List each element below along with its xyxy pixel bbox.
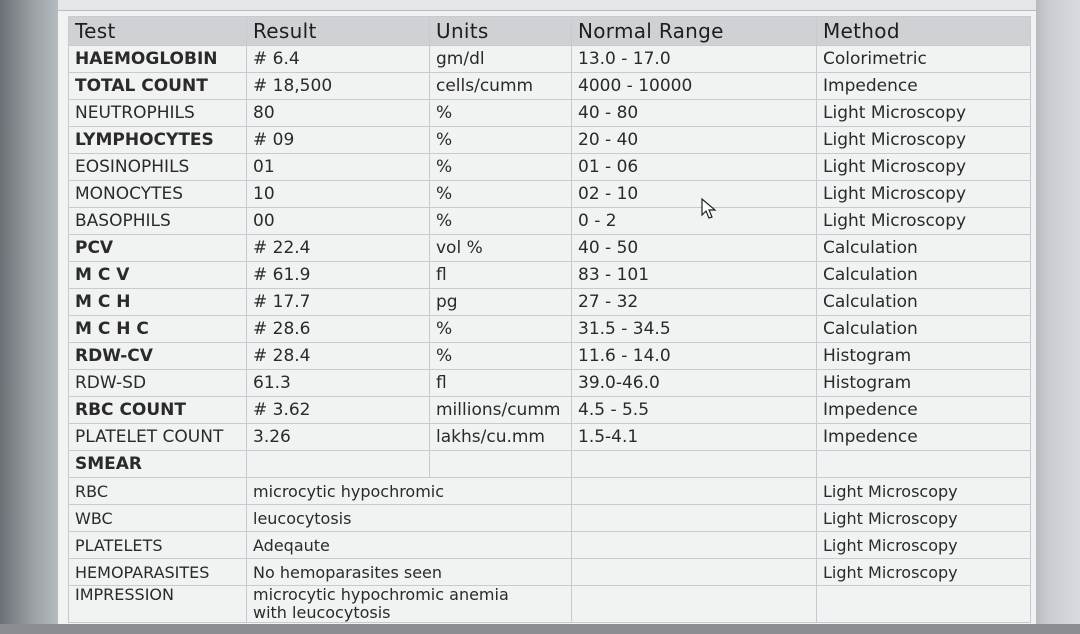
monitor-bezel-right [1036, 0, 1080, 634]
impression-label: IMPRESSION [69, 586, 247, 623]
empty-cell [572, 586, 817, 623]
table-row [69, 316, 1031, 343]
test-method: Calculation [817, 262, 1031, 289]
test-method: Histogram [817, 343, 1031, 370]
test-name: RDW-CV [69, 343, 247, 370]
test-name: PCV [69, 235, 247, 262]
smear-method: Light Microscopy [817, 559, 1031, 586]
test-result: # 09 [247, 127, 430, 154]
test-result: # 17.7 [247, 289, 430, 316]
test-result: # 28.6 [247, 316, 430, 343]
test-normal-range: 02 - 10 [572, 181, 817, 208]
smear-finding: leucocytosis [247, 505, 572, 532]
test-normal-range: 40 - 80 [572, 100, 817, 127]
table-row [69, 289, 1031, 316]
column-header-normal-range: Normal Range [572, 17, 817, 46]
column-header-test: Test [69, 17, 247, 46]
impression-line-2: with leucocytosis [253, 603, 391, 622]
test-normal-range: 83 - 101 [572, 262, 817, 289]
empty-cell [572, 559, 817, 586]
test-method: Light Microscopy [817, 127, 1031, 154]
smear-row [69, 505, 1031, 532]
test-units: % [430, 208, 572, 235]
test-result: # 61.9 [247, 262, 430, 289]
test-name: PLATELET COUNT [69, 424, 247, 451]
test-normal-range: 31.5 - 34.5 [572, 316, 817, 343]
test-normal-range: 01 - 06 [572, 154, 817, 181]
test-units: % [430, 181, 572, 208]
smear-method: Light Microscopy [817, 478, 1031, 505]
monitor-bezel-bottom [0, 624, 1080, 634]
test-units: gm/dl [430, 46, 572, 73]
test-normal-range: 40 - 50 [572, 235, 817, 262]
empty-cell [572, 478, 817, 505]
test-method: Histogram [817, 370, 1031, 397]
smear-row [69, 478, 1031, 505]
test-units: cells/cumm [430, 73, 572, 100]
test-units: millions/cumm [430, 397, 572, 424]
test-normal-range: 39.0-46.0 [572, 370, 817, 397]
test-name: M C H [69, 289, 247, 316]
table-row [69, 208, 1031, 235]
test-units: fl [430, 370, 572, 397]
test-name: HAEMOGLOBIN [69, 46, 247, 73]
test-normal-range: 1.5-4.1 [572, 424, 817, 451]
test-name: BASOPHILS [69, 208, 247, 235]
test-result: 00 [247, 208, 430, 235]
table-row [69, 181, 1031, 208]
test-units: % [430, 127, 572, 154]
smear-label: PLATELETS [69, 532, 247, 559]
test-units: fl [430, 262, 572, 289]
column-header-result: Result [247, 17, 430, 46]
test-method: Colorimetric [817, 46, 1031, 73]
test-method: Calculation [817, 235, 1031, 262]
test-normal-range: 4000 - 10000 [572, 73, 817, 100]
smear-finding: Adeqaute [247, 532, 572, 559]
lab-report-table [68, 16, 1031, 623]
empty-cell [572, 451, 817, 478]
test-normal-range: 4.5 - 5.5 [572, 397, 817, 424]
test-name: M C V [69, 262, 247, 289]
test-method: Calculation [817, 289, 1031, 316]
test-result: 61.3 [247, 370, 430, 397]
table-row [69, 46, 1031, 73]
table-row [69, 370, 1031, 397]
test-method: Light Microscopy [817, 154, 1031, 181]
table-row [69, 73, 1031, 100]
smear-finding: No hemoparasites seen [247, 559, 572, 586]
test-method: Impedence [817, 397, 1031, 424]
smear-heading-row [69, 451, 1031, 478]
test-units: % [430, 316, 572, 343]
test-normal-range: 0 - 2 [572, 208, 817, 235]
table-row [69, 235, 1031, 262]
empty-cell [817, 451, 1031, 478]
smear-method: Light Microscopy [817, 532, 1031, 559]
smear-finding: microcytic hypochromic [247, 478, 572, 505]
test-normal-range: 20 - 40 [572, 127, 817, 154]
test-result: # 3.62 [247, 397, 430, 424]
smear-label: HEMOPARASITES [69, 559, 247, 586]
test-method: Calculation [817, 316, 1031, 343]
test-name: MONOCYTES [69, 181, 247, 208]
test-method: Impedence [817, 73, 1031, 100]
column-header-units: Units [430, 17, 572, 46]
smear-row [69, 559, 1031, 586]
monitor-bezel-left [0, 0, 58, 634]
test-result: # 6.4 [247, 46, 430, 73]
test-method: Light Microscopy [817, 100, 1031, 127]
table-row [69, 343, 1031, 370]
table-row [69, 424, 1031, 451]
smear-heading: SMEAR [69, 451, 247, 478]
test-normal-range: 13.0 - 17.0 [572, 46, 817, 73]
empty-cell [572, 505, 817, 532]
table-row [69, 127, 1031, 154]
test-name: TOTAL COUNT [69, 73, 247, 100]
impression-row [69, 586, 1031, 623]
empty-cell [247, 451, 430, 478]
test-name: RDW-SD [69, 370, 247, 397]
empty-cell [430, 451, 572, 478]
smear-label: WBC [69, 505, 247, 532]
test-units: % [430, 100, 572, 127]
test-method: Light Microscopy [817, 208, 1031, 235]
smear-row [69, 532, 1031, 559]
smear-method: Light Microscopy [817, 505, 1031, 532]
impression-text [247, 586, 572, 623]
test-result: 3.26 [247, 424, 430, 451]
test-result: 80 [247, 100, 430, 127]
test-name: EOSINOPHILS [69, 154, 247, 181]
test-units: % [430, 154, 572, 181]
test-name: RBC COUNT [69, 397, 247, 424]
test-result: # 18,500 [247, 73, 430, 100]
empty-cell [817, 586, 1031, 623]
test-name: NEUTROPHILS [69, 100, 247, 127]
test-units: vol % [430, 235, 572, 262]
test-name: LYMPHOCYTES [69, 127, 247, 154]
test-normal-range: 27 - 32 [572, 289, 817, 316]
test-units: pg [430, 289, 572, 316]
test-units: lakhs/cu.mm [430, 424, 572, 451]
window-top-edge [58, 0, 1036, 11]
empty-cell [572, 532, 817, 559]
test-normal-range: 11.6 - 14.0 [572, 343, 817, 370]
report-screen [58, 0, 1036, 624]
table-row [69, 100, 1031, 127]
test-method: Light Microscopy [817, 181, 1031, 208]
test-result: # 28.4 [247, 343, 430, 370]
test-units: % [430, 343, 572, 370]
test-result: # 22.4 [247, 235, 430, 262]
table-row [69, 262, 1031, 289]
table-row [69, 397, 1031, 424]
column-header-method: Method [817, 17, 1031, 46]
test-result: 01 [247, 154, 430, 181]
test-method: Impedence [817, 424, 1031, 451]
table-row [69, 154, 1031, 181]
smear-label: RBC [69, 478, 247, 505]
table-header-row [69, 17, 1031, 46]
test-name: M C H C [69, 316, 247, 343]
mouse-cursor-icon [701, 198, 717, 220]
test-result: 10 [247, 181, 430, 208]
impression-line-1: microcytic hypochromic anemia [253, 585, 509, 604]
